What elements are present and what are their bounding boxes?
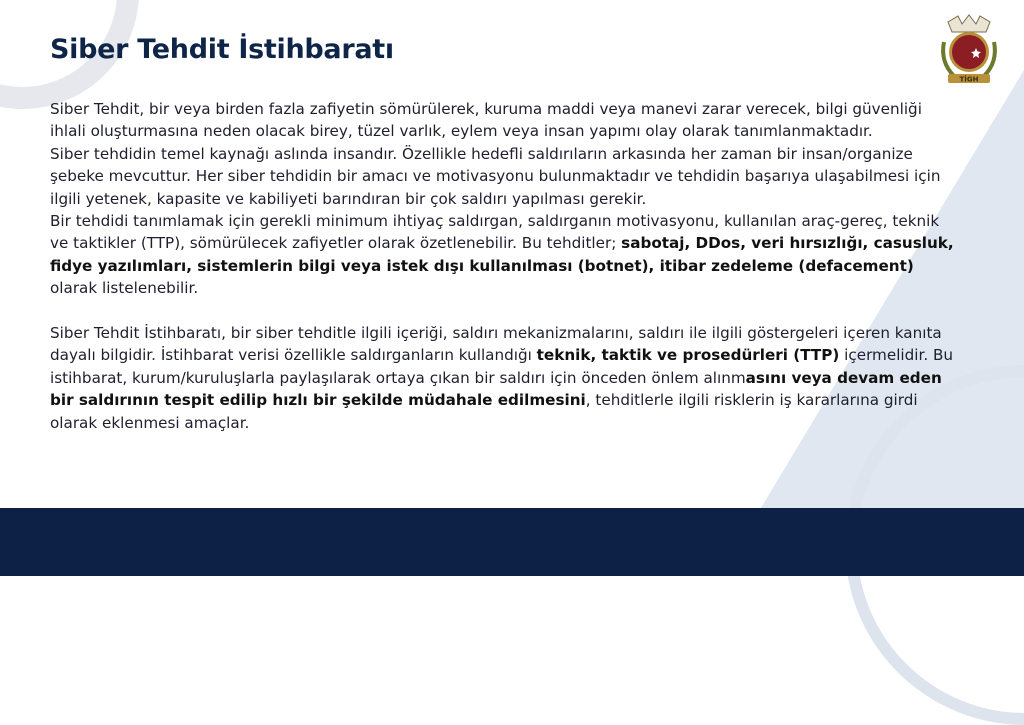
intel-text-part2: içermelidir. Bu istihbarat, kurum/kuruluşlarla paylaşılarak ortaya çıkan bir saldırı için önceden önlem alınm [50,346,954,387]
intel-text-ttp: teknik, taktik ve prosedürleri (TTP) [536,346,840,365]
intel-text-part3: , tehditlerle ilgili risklerin iş kararlarına girdi olarak eklenmesi amaçlar. [50,391,918,432]
threat-types-list: sabotaj, DDos, veri hırsızlığı, casusluk, fidye yazılımları, sistemlerin bilgi veya istek dışı kullanılması (botnet), itibar zedeleme (defacement) [50,234,954,275]
organization-emblem-icon [936,12,1002,86]
body-text-definition: Siber Tehdit, bir veya birden fazla zafiyetin sömürülerek, kuruma maddi veya manevi zarar verecek, bilgi güvenliği ihlali oluşturmasına neden olacak birey, tüzel varlık, eylem veya insan yapımı olay olarak tanımlanmaktadır. [50,100,922,141]
slide-body [50,98,955,434]
body-text-intelligence [50,322,955,434]
emblem-label: TİGH [959,75,979,84]
body-text-source: Siber tehdidin temel kaynağı aslında insandır. Özellikle hedefli saldırıların arkasında her zaman bir insan/organize şebeke mevcuttur. Her siber tehdidin bir amacı ve motivasyonu bulunmaktadır ve tehdidin başarıya ulaşabilmesi için ilgili yetenek, kapasite ve kabiliyeti barındıran bir çok saldırı yapılması gerekir. [50,144,941,208]
footer-band [0,508,1024,576]
body-text-threat-types [50,210,955,300]
paragraph-gap [50,300,955,322]
slide-title: Siber Tehdit İstihbaratı [50,34,394,65]
intel-text-part1: Siber Tehdit İstihbaratı, bir siber tehditle ilgili içeriği, saldırı mekanizmalarını, saldırı ile ilgili göstergeleri içeren kanıta dayalı bilgidir. İstihbarat verisi özellikle saldırganların kullandığı [50,324,942,365]
threat-types-outro: olarak listelenebilir. [50,279,199,298]
intel-text-detection: asını veya devam eden bir saldırının tespit edilip hızlı bir şekilde müdahale edilmesini [50,368,942,410]
threat-types-intro: Bir tehdidi tanımlamak için gerekli minimum ihtiyaç saldırgan, saldırganın motivasyonu, kullanılan araç-gereç, teknik ve taktikler (TTP), sömürülecek zafiyetler olarak özetlenebilir. Bu tehditler; [50,212,940,253]
